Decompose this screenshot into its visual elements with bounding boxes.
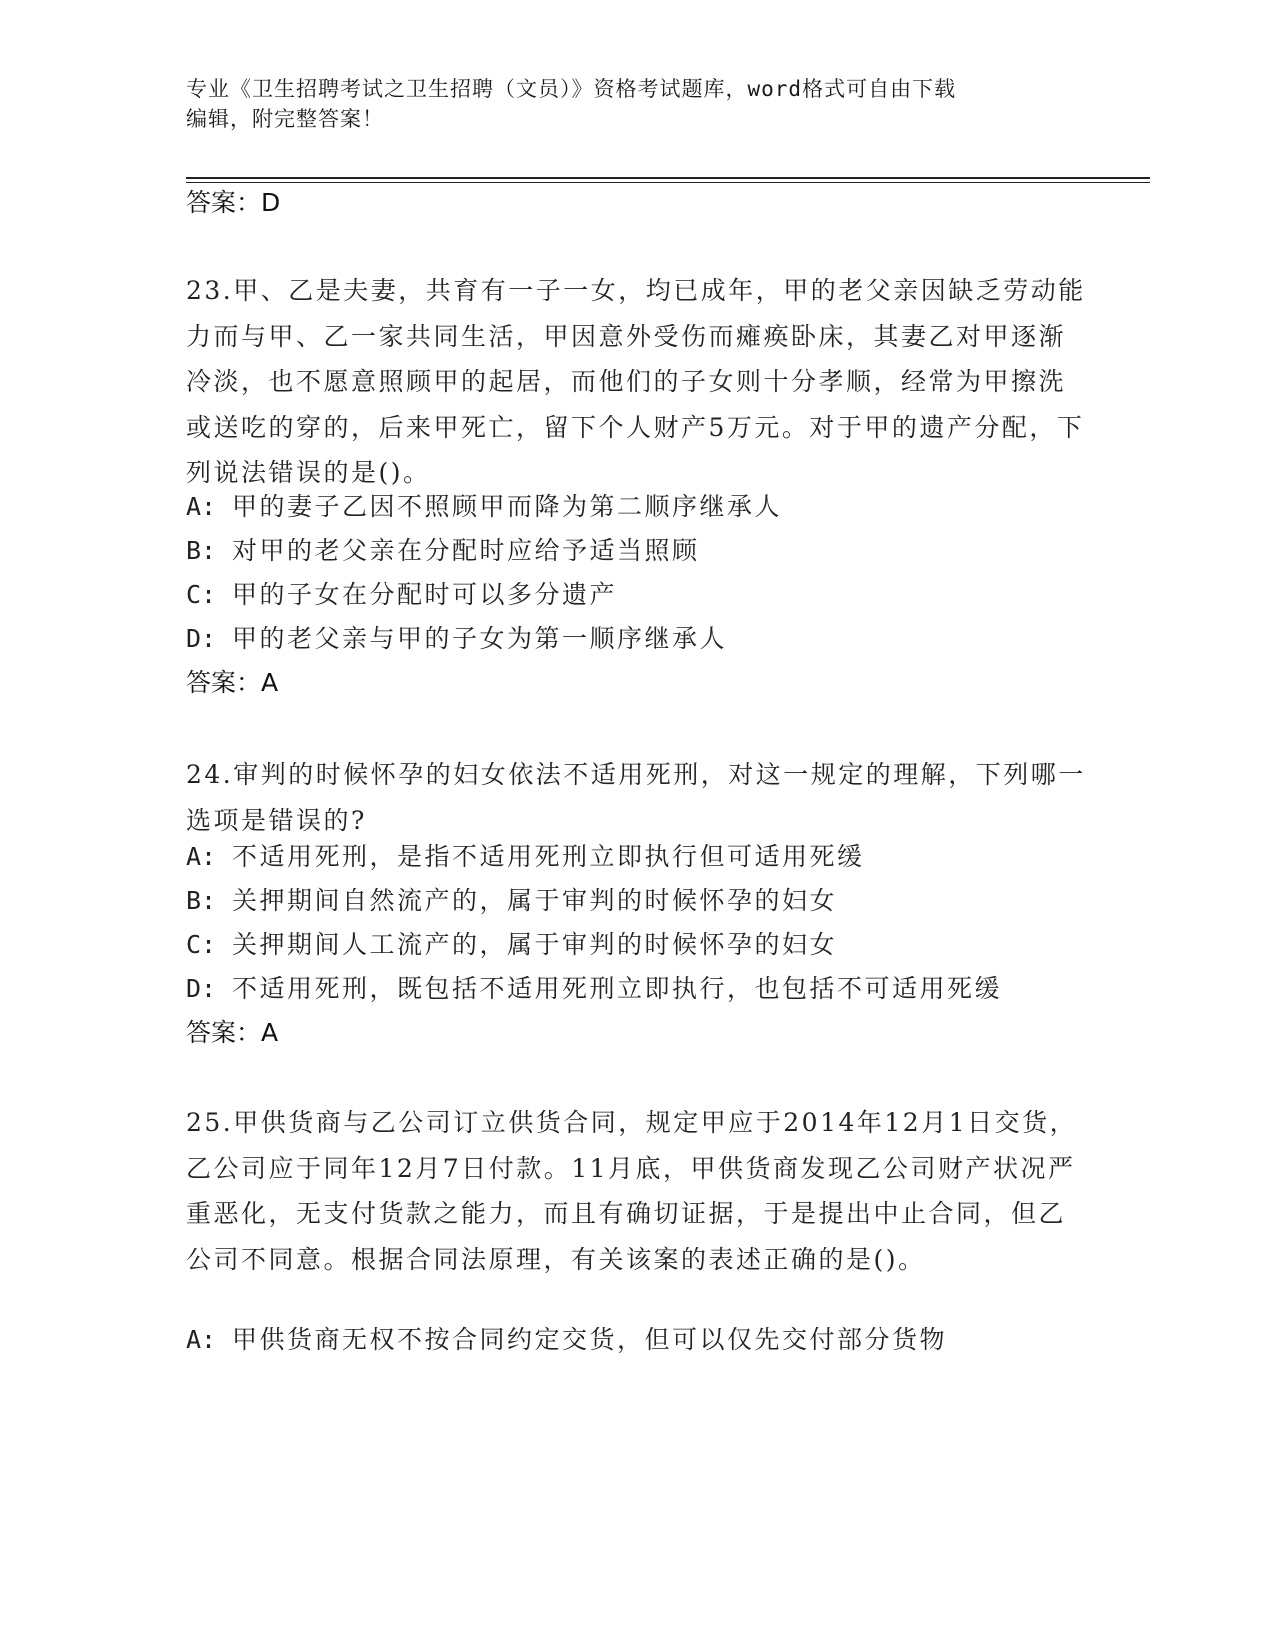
option-text: 对甲的老父亲在分配时应给予适当照顾 bbox=[232, 536, 700, 565]
question-24-text: 24.审判的时候怀孕的妇女依法不适用死刑，对这一规定的理解，下列哪一选项是错误的? bbox=[186, 760, 1086, 835]
option-text: 关押期间自然流产的，属于审判的时候怀孕的妇女 bbox=[232, 886, 838, 915]
question-24-option-c bbox=[186, 928, 837, 962]
option-key: B: bbox=[186, 886, 217, 915]
question-24-answer: 答案：A bbox=[186, 1018, 279, 1047]
option-key: D: bbox=[186, 624, 217, 653]
option-key: A: bbox=[186, 492, 217, 521]
option-key: A: bbox=[186, 842, 217, 871]
question-24-option-b bbox=[186, 884, 837, 918]
option-key: C: bbox=[186, 580, 217, 609]
option-text: 甲供货商无权不按合同约定交货，但可以仅先交付部分货物 bbox=[232, 1325, 948, 1354]
header-divider-thick bbox=[186, 177, 1150, 179]
question-24-option-d bbox=[186, 972, 1002, 1006]
header-line-2: 编辑，附完整答案！ bbox=[186, 107, 384, 131]
header-line-1: 专业《卫生招聘考试之卫生招聘（文员）》资格考试题库，word格式可自由下载 bbox=[186, 77, 957, 101]
question-23-option-b bbox=[186, 534, 700, 568]
question-25-text: 25.甲供货商与乙公司订立供货合同，规定甲应于2014年12月1日交货，乙公司应于同年12月7日付款。11月底，甲供货商发现乙公司财产状况严重恶化，无支付货款之能力，而且有确切证据，于是提出中止合同，但乙公司不同意。根据合同法原理，有关该案的表述正确的是()。 bbox=[186, 1108, 1078, 1274]
question-23-answer: 答案：A bbox=[186, 668, 279, 697]
option-text: 不适用死刑，是指不适用死刑立即执行但可适用死缓 bbox=[232, 842, 865, 871]
option-text: 不适用死刑，既包括不适用死刑立即执行，也包括不可适用死缓 bbox=[232, 974, 1003, 1003]
question-23-option-c bbox=[186, 578, 617, 612]
option-text: 关押期间人工流产的，属于审判的时候怀孕的妇女 bbox=[232, 930, 838, 959]
option-key: D: bbox=[186, 974, 217, 1003]
option-key: A: bbox=[186, 1325, 217, 1354]
question-24-option-a bbox=[186, 840, 865, 874]
option-text: 甲的老父亲与甲的子女为第一顺序继承人 bbox=[232, 624, 728, 653]
option-text: 甲的子女在分配时可以多分遗产 bbox=[232, 580, 618, 609]
question-23-option-d bbox=[186, 622, 727, 656]
question-23-option-a bbox=[186, 490, 782, 524]
previous-answer: 答案：D bbox=[186, 188, 281, 217]
document-header bbox=[186, 74, 1066, 134]
question-25-option-a bbox=[186, 1323, 947, 1357]
option-key: C: bbox=[186, 930, 217, 959]
header-divider-thin bbox=[186, 182, 1150, 183]
option-key: B: bbox=[186, 536, 217, 565]
question-23-text: 23.甲、乙是夫妻，共育有一子一女，均已成年，甲的老父亲因缺乏劳动能力而与甲、乙一家共同生活，甲因意外受伤而瘫痪卧床，其妻乙对甲逐渐冷淡，也不愿意照顾甲的起居，而他们的子女则十分孝顺，经常为甲擦洗或送吃的穿的，后来甲死亡，留下个人财产5万元。对于甲的遗产分配，下列说法错误的是()。 bbox=[186, 276, 1086, 487]
option-text: 甲的妻子乙因不照顾甲而降为第二顺序继承人 bbox=[232, 492, 783, 521]
